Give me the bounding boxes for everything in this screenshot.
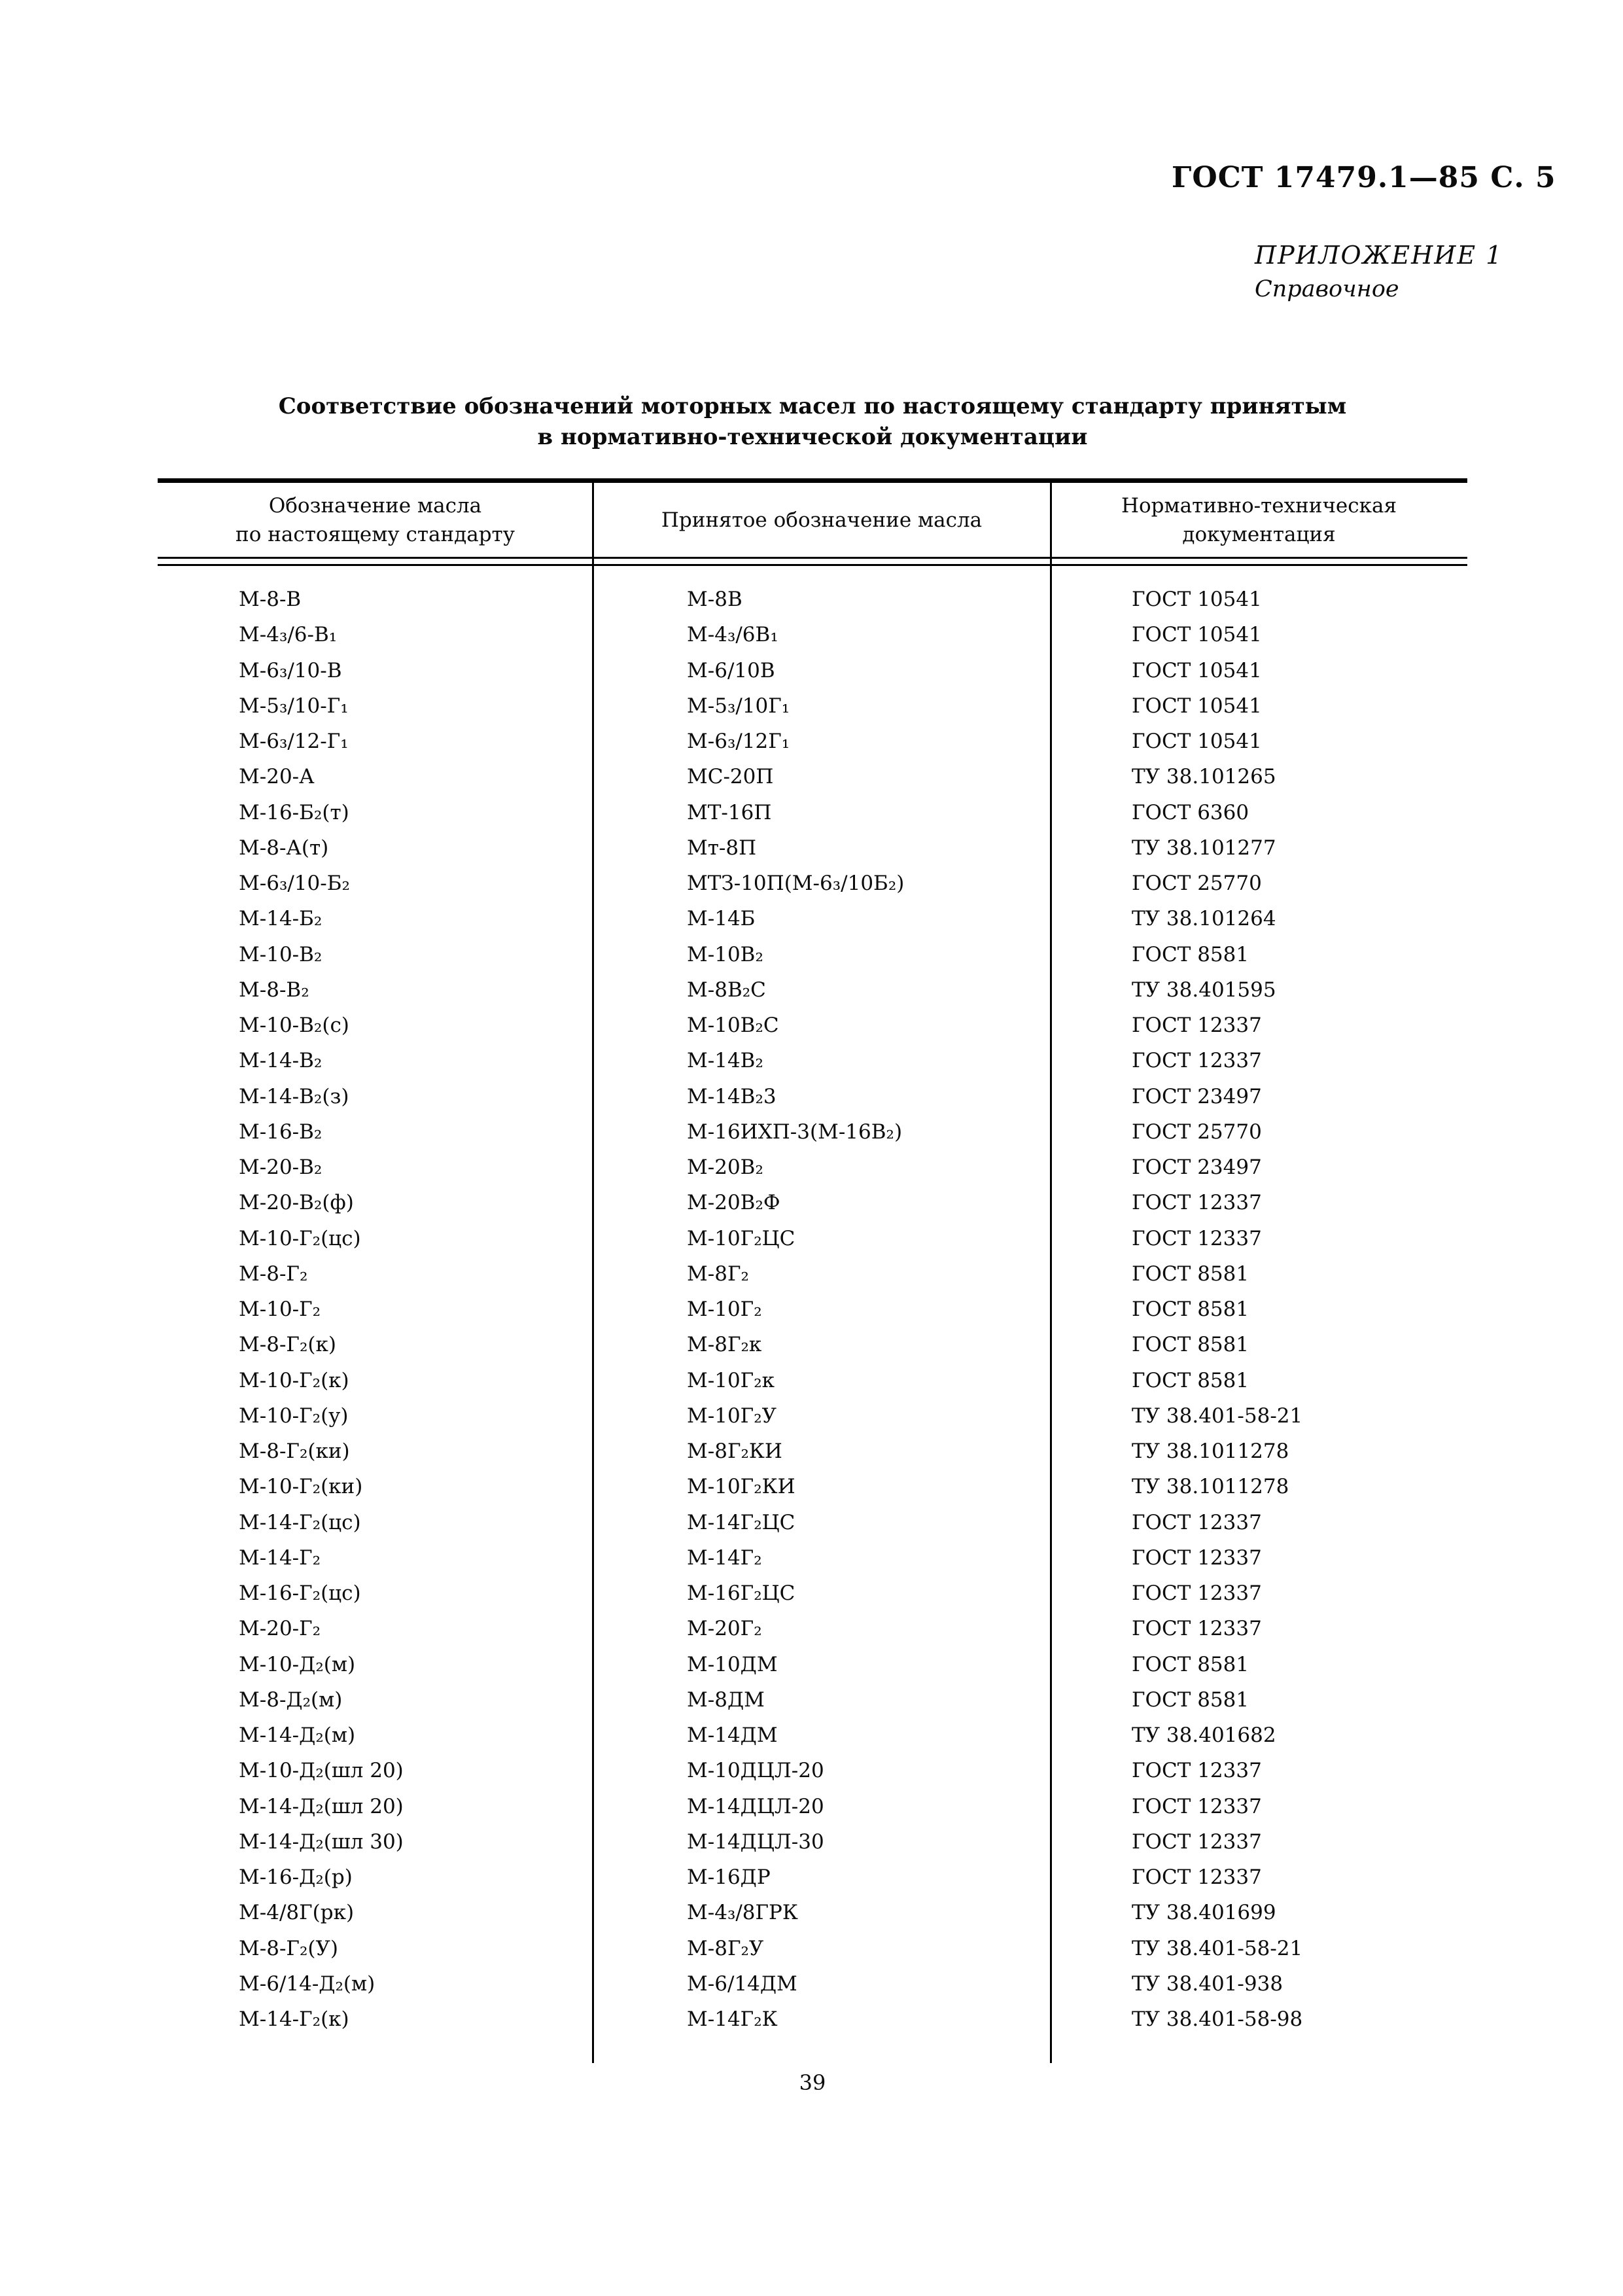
table-header-row <box>158 483 1467 557</box>
table-row <box>158 1398 1467 1434</box>
cell-oil-accepted: М-16Г₂ЦС <box>687 1581 795 1605</box>
table-row <box>158 1540 1467 1576</box>
cell-oil-standard: М-16-Б₂(т) <box>239 800 349 824</box>
cell-oil-accepted: М-10Г₂У <box>687 1404 777 1428</box>
cell-oil-standard: М-8-Д₂(м) <box>239 1687 343 1712</box>
cell-oil-accepted: М-4₃/8ГРК <box>687 1901 798 1925</box>
cell-doc: ТУ 38.101265 <box>1132 765 1276 789</box>
table-row <box>158 1114 1467 1150</box>
cell-oil-standard: М-8-В₂ <box>239 978 309 1002</box>
cell-oil-accepted: М-8Г₂КИ <box>687 1439 782 1463</box>
cell-oil-accepted: М-8Г₂У <box>687 1936 764 1960</box>
cell-oil-standard: М-10-Д₂(шл 20) <box>239 1759 404 1783</box>
cell-oil-accepted: М-8В₂С <box>687 978 766 1002</box>
cell-oil-accepted: М-8В <box>687 588 742 611</box>
table-title-line2: в нормативно-технической документации <box>537 424 1088 450</box>
cell-oil-accepted: М-10Г₂к <box>687 1368 775 1392</box>
cell-oil-standard: М-8-Г₂ <box>239 1262 308 1286</box>
table-row <box>158 866 1467 901</box>
column-header-doc <box>1051 491 1467 549</box>
cell-oil-standard: М-6₃/12-Г₁ <box>239 730 349 753</box>
cell-doc: ГОСТ 8581 <box>1132 1262 1249 1286</box>
cell-oil-standard: М-10-Г₂ <box>239 1298 321 1321</box>
cell-oil-standard: М-20-Г₂ <box>239 1617 321 1641</box>
cell-oil-standard: М-4/8Г(рк) <box>239 1901 355 1925</box>
cell-oil-accepted: М-8Г₂к <box>687 1333 762 1357</box>
cell-oil-accepted: М-10Г₂ЦС <box>687 1226 795 1250</box>
cell-doc: ГОСТ 25770 <box>1132 872 1262 895</box>
cell-oil-standard: М-8-Г₂(к) <box>239 1333 336 1357</box>
cell-oil-accepted: М-14В₂3 <box>687 1084 777 1108</box>
cell-doc: ТУ 38.401682 <box>1132 1723 1276 1747</box>
cell-oil-accepted: М-14Г₂ЦС <box>687 1510 795 1534</box>
table-row <box>158 1185 1467 1220</box>
column-header-standard-line2: по настоящему стандарту <box>236 522 515 546</box>
cell-doc: ГОСТ 23497 <box>1132 1156 1262 1179</box>
cell-oil-accepted: М-6₃/12Г₁ <box>687 730 790 753</box>
table-row <box>158 830 1467 866</box>
cell-oil-accepted: М-14ДМ <box>687 1723 778 1747</box>
cell-oil-standard: М-6₃/10-Б₂ <box>239 872 350 895</box>
cell-oil-standard: М-5₃/10-Г₁ <box>239 694 349 718</box>
table-row <box>158 1576 1467 1611</box>
cell-oil-accepted: М-10Г₂КИ <box>687 1475 795 1499</box>
table-row <box>158 1363 1467 1398</box>
cell-oil-standard: М-14-Г₂ <box>239 1545 321 1570</box>
table-row <box>158 972 1467 1008</box>
cell-doc: ГОСТ 12337 <box>1132 1617 1262 1641</box>
cell-doc: ТУ 38.101277 <box>1132 836 1276 860</box>
table-row <box>158 617 1467 652</box>
cell-doc: ГОСТ 10541 <box>1132 658 1262 682</box>
cell-oil-accepted: М-20В₂ <box>687 1156 763 1179</box>
cell-doc: ГОСТ 10541 <box>1132 623 1262 647</box>
cell-oil-accepted: М-8Г₂ <box>687 1262 749 1286</box>
cell-doc: ГОСТ 12337 <box>1132 1049 1262 1073</box>
cell-doc: ГОСТ 23497 <box>1132 1084 1262 1108</box>
table-row <box>158 1718 1467 1753</box>
table-row <box>158 1505 1467 1540</box>
table-row <box>158 1434 1467 1469</box>
table-row <box>158 759 1467 794</box>
cell-oil-standard: М-6₃/10-В <box>239 658 342 682</box>
table-body <box>158 566 1467 2037</box>
cell-oil-accepted: М-10ДЦЛ-20 <box>687 1759 824 1783</box>
table-row <box>158 1256 1467 1292</box>
cell-doc: ГОСТ 8581 <box>1132 1652 1249 1676</box>
table-row <box>158 1327 1467 1362</box>
table-row <box>158 937 1467 972</box>
cell-oil-standard: М-14-Б₂ <box>239 907 323 931</box>
column-divider-1 <box>592 478 594 2063</box>
cell-oil-accepted: М-14Г₂ <box>687 1545 762 1570</box>
cell-doc: ТУ 38.401-58-21 <box>1132 1936 1303 1960</box>
table-row <box>158 1966 1467 2002</box>
cell-oil-standard: М-8-А(т) <box>239 836 329 860</box>
cell-doc: ГОСТ 12337 <box>1132 1510 1262 1534</box>
cell-oil-accepted: М-4₃/6В₁ <box>687 623 778 647</box>
cell-oil-accepted: М-10В₂С <box>687 1014 779 1037</box>
cell-doc: ТУ 38.401699 <box>1132 1901 1276 1925</box>
annex-kind: Справочное <box>1255 276 1399 302</box>
table-row <box>158 1469 1467 1504</box>
cell-doc: ГОСТ 8581 <box>1132 1298 1249 1321</box>
table-row <box>158 688 1467 724</box>
table-row <box>158 724 1467 759</box>
table-row <box>158 653 1467 688</box>
cell-oil-accepted: МТЗ-10П(М-6₃/10Б₂) <box>687 872 905 895</box>
cell-doc: ГОСТ 12337 <box>1132 1226 1262 1250</box>
table-row <box>158 1931 1467 1966</box>
cell-doc: ГОСТ 12337 <box>1132 1014 1262 1037</box>
table-row <box>158 1647 1467 1682</box>
cell-oil-accepted: М-10В₂ <box>687 942 763 966</box>
cell-oil-accepted: М-20Г₂ <box>687 1617 762 1641</box>
cell-oil-accepted: МТ-16П <box>687 800 772 824</box>
cell-doc: ТУ 38.401595 <box>1132 978 1276 1002</box>
cell-oil-accepted: М-16ИХП-3(М-16В₂) <box>687 1120 903 1144</box>
table-title <box>158 391 1467 453</box>
cell-doc: ТУ 38.1011278 <box>1132 1475 1289 1499</box>
cell-oil-standard: М-14-Д₂(м) <box>239 1723 356 1747</box>
column-divider-2 <box>1050 478 1052 2063</box>
table-row <box>158 901 1467 936</box>
correspondence-table <box>158 478 1467 2037</box>
table-row <box>158 1611 1467 1646</box>
cell-oil-accepted: М-8ДМ <box>687 1687 765 1712</box>
header-separator-double-line <box>158 557 1467 566</box>
table-row <box>158 2002 1467 2037</box>
cell-oil-accepted: М-6/10В <box>687 658 775 682</box>
cell-doc: ГОСТ 8581 <box>1132 942 1249 966</box>
cell-doc: ГОСТ 12337 <box>1132 1829 1262 1854</box>
cell-oil-accepted: М-14В₂ <box>687 1049 763 1073</box>
cell-oil-accepted: МС-20П <box>687 765 774 789</box>
table-row <box>158 1079 1467 1114</box>
cell-oil-accepted: М-6/14ДМ <box>687 1971 797 1996</box>
cell-oil-standard: М-10-Д₂(м) <box>239 1652 356 1676</box>
cell-oil-accepted: М-5₃/10Г₁ <box>687 694 790 718</box>
cell-oil-standard: М-14-В₂(з) <box>239 1084 349 1108</box>
cell-oil-accepted: М-14Б <box>687 907 756 931</box>
cell-doc: ГОСТ 25770 <box>1132 1120 1262 1144</box>
cell-doc: ГОСТ 12337 <box>1132 1545 1262 1570</box>
cell-doc: ТУ 38.401-938 <box>1132 1971 1283 1996</box>
cell-oil-standard: М-20-В₂(ф) <box>239 1191 354 1215</box>
table-row <box>158 1824 1467 1860</box>
cell-oil-accepted: Мт-8П <box>687 836 757 860</box>
cell-doc: ТУ 38.101264 <box>1132 907 1276 931</box>
cell-oil-standard: М-6/14-Д₂(м) <box>239 1971 375 1996</box>
cell-oil-standard: М-16-Г₂(цс) <box>239 1581 361 1605</box>
cell-oil-accepted: М-20В₂Ф <box>687 1191 780 1215</box>
table-row <box>158 1895 1467 1930</box>
cell-oil-standard: М-8-Г₂(У) <box>239 1936 338 1960</box>
cell-oil-standard: М-16-Д₂(р) <box>239 1865 353 1889</box>
annex-block <box>1255 241 1503 302</box>
cell-oil-standard: М-10-Г₂(к) <box>239 1368 349 1392</box>
cell-oil-accepted: М-14ДЦЛ-20 <box>687 1794 824 1818</box>
cell-doc: ГОСТ 10541 <box>1132 730 1262 753</box>
cell-doc: ТУ 38.1011278 <box>1132 1439 1289 1463</box>
cell-doc: ТУ 38.401-58-98 <box>1132 2007 1303 2031</box>
cell-doc: ГОСТ 8581 <box>1132 1687 1249 1712</box>
cell-doc: ГОСТ 10541 <box>1132 588 1262 611</box>
cell-oil-standard: М-10-В₂ <box>239 942 323 966</box>
table-row <box>158 1043 1467 1078</box>
cell-oil-standard: М-20-В₂ <box>239 1156 323 1179</box>
table-row <box>158 1682 1467 1718</box>
cell-oil-standard: М-20-А <box>239 765 315 789</box>
table-row <box>158 1221 1467 1256</box>
cell-doc: ГОСТ 12337 <box>1132 1581 1262 1605</box>
cell-oil-standard: М-4₃/6-В₁ <box>239 623 338 647</box>
table-row <box>158 1008 1467 1043</box>
table-row <box>158 582 1467 617</box>
table-row <box>158 1753 1467 1788</box>
cell-oil-standard: М-14-Г₂(цс) <box>239 1510 361 1534</box>
cell-oil-standard: М-14-Д₂(шл 30) <box>239 1829 404 1854</box>
cell-doc: ТУ 38.401-58-21 <box>1132 1404 1303 1428</box>
column-header-accepted <box>593 506 1051 535</box>
column-header-doc-line1: Нормативно-техническая <box>1121 493 1397 518</box>
column-header-doc-line2: документация <box>1182 522 1336 546</box>
cell-doc: ГОСТ 10541 <box>1132 694 1262 718</box>
annex-label: ПРИЛОЖЕНИЕ 1 <box>1255 241 1503 270</box>
table-title-line1: Соответствие обозначений моторных масел по настоящему стандарту принятым <box>278 393 1347 419</box>
column-header-standard <box>158 491 593 549</box>
cell-oil-accepted: М-14Г₂К <box>687 2007 778 2031</box>
column-header-accepted-line1: Принятое обозначение масла <box>661 508 983 532</box>
cell-oil-standard: М-8-В <box>239 588 302 611</box>
doc-reference: ГОСТ 17479.1—85 С. 5 <box>1172 161 1556 194</box>
cell-oil-standard: М-10-Г₂(у) <box>239 1404 349 1428</box>
table-row <box>158 1150 1467 1185</box>
cell-oil-standard: М-14-Г₂(к) <box>239 2007 349 2031</box>
page-number: 39 <box>799 2070 826 2095</box>
table-top-border <box>158 478 1467 483</box>
cell-doc: ГОСТ 6360 <box>1132 800 1249 824</box>
cell-oil-standard: М-8-Г₂(ки) <box>239 1439 350 1463</box>
column-header-standard-line1: Обозначение масла <box>268 493 482 518</box>
table-row <box>158 795 1467 830</box>
cell-doc: ГОСТ 12337 <box>1132 1191 1262 1215</box>
cell-oil-accepted: М-10ДМ <box>687 1652 778 1676</box>
cell-oil-accepted: М-14ДЦЛ-30 <box>687 1829 824 1854</box>
cell-doc: ГОСТ 8581 <box>1132 1368 1249 1392</box>
table-row <box>158 1292 1467 1327</box>
cell-oil-accepted: М-16ДР <box>687 1865 771 1889</box>
cell-oil-standard: М-10-Г₂(ки) <box>239 1475 363 1499</box>
table-row <box>158 1789 1467 1824</box>
cell-doc: ГОСТ 12337 <box>1132 1865 1262 1889</box>
cell-doc: ГОСТ 8581 <box>1132 1333 1249 1357</box>
cell-doc: ГОСТ 12337 <box>1132 1794 1262 1818</box>
cell-oil-standard: М-14-В₂ <box>239 1049 323 1073</box>
cell-oil-standard: М-16-В₂ <box>239 1120 323 1144</box>
cell-oil-accepted: М-10Г₂ <box>687 1298 762 1321</box>
cell-oil-standard: М-10-Г₂(цс) <box>239 1226 361 1250</box>
table-row <box>158 1860 1467 1895</box>
cell-oil-standard: М-14-Д₂(шл 20) <box>239 1794 404 1818</box>
cell-doc: ГОСТ 12337 <box>1132 1759 1262 1783</box>
cell-oil-standard: М-10-В₂(с) <box>239 1014 349 1037</box>
